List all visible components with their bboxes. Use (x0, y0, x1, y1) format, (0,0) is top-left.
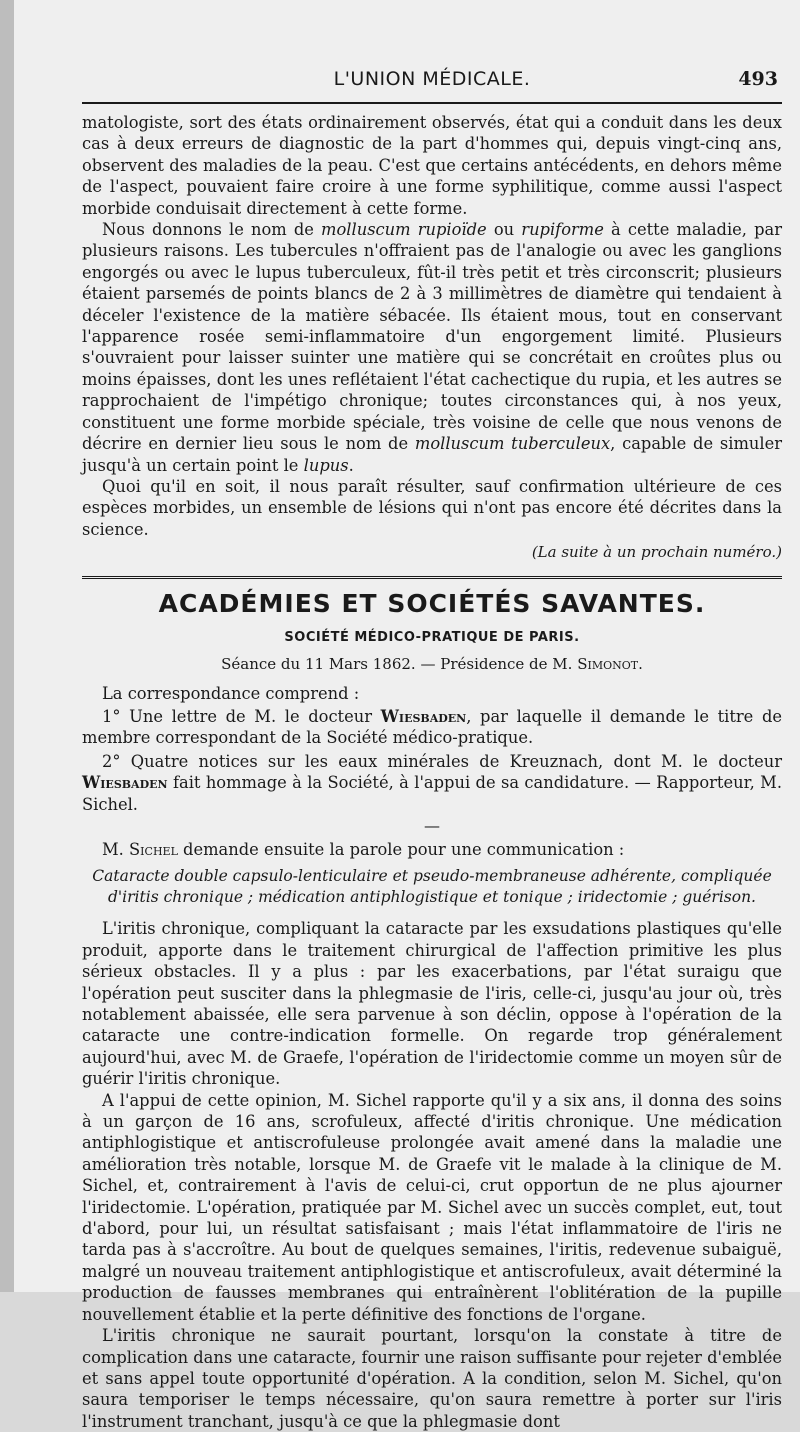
correspondence-intro: La correspondance comprend : (102, 683, 360, 703)
communication-intro (82, 839, 782, 860)
society-name: SOCIÉTÉ MÉDICO-PRATIQUE DE PARIS. (284, 629, 580, 645)
text-run: 1° Une lettre de M. le docteur (102, 706, 381, 726)
correspondence-item-2 (82, 751, 782, 815)
dash-separator: — (424, 815, 440, 835)
session-line (82, 655, 782, 673)
paragraph-operation: L'iritis chronique ne saurait pourtant, lorsqu'on la constate à titre de complication dans une cataracte, fournir une raison suffisante pour rejeter d'emblée et sans appel toute opportunité d'opération. A la condition, selon M. Sichel, qu'on saura temporiser le temps nécessaire, qu'on saura remettre à porter sur l'iris l'instrument tranchant, jusqu'à ce que la phlegmasie dont (82, 1326, 782, 1431)
doctor-name: Wiesbaden (82, 773, 168, 793)
paragraph-continuation: matologiste, sort des états ordinairement observés, état qui a conduit dans les deux cas à deux erreurs de diagnostic de la part d'hommes qui, depuis vingt-cinq ans, observent des maladies de la peau. C'est que certains antécédents, en dehors même de l'aspect, pouvaient faire croire à une forme syphilitique, comme aussi l'aspect morbide conduisait directement à cette forme. (82, 113, 782, 218)
text-run: , capable de simuler jusqu'à un certain point le (82, 434, 782, 475)
text-run: . (638, 654, 643, 673)
doctor-name: Wiesbaden (380, 706, 467, 726)
italic-term: lupus (303, 455, 349, 475)
article-title: Cataracte double capsulo-lenticulaire et pseudo-membraneuse adhérente, compliquée d'iritis chronique ; médication antiphlogistique et tonique ; iridectomie ; guérison. (92, 867, 772, 907)
text-run: . (348, 455, 354, 475)
paragraph-case: A l'appui de cette opinion, M. Sichel rapporte qu'il y a six ans, il donna des soins à un garçon de 16 ans, scrofuleux, affecté d'iritis chronique. Une médication antiphlogistique et antiscrofuleuse prolongée avait amené dans la maladie une amélioration très notable, lorsque M. de Graefe vit le malade à la clinique de M. Sichel, et, contrairement à l'avis de celui-ci, crut opportun de ne plus ajourner l'iridectomie. L'opération, pratiquée par M. Sichel avec un succès complet, eut, tout d'abord, pour lui, un résultat satisfaisant ; mais l'état inflammatoire de l'iris ne tarda pas à s'accroître. Au bout de quelques semaines, l'iritis, redevenue subaiguë, malgré un nouveau traitement antiphlogistique et antiscrofuleux, avait déterminé la production de fausses membranes qui entraînèrent l'oblitération de la pupille nouvellement établie et la perte définitive des fonctions de l'organe. (82, 1090, 782, 1324)
italic-term: molluscum rupioïde (321, 220, 487, 240)
paragraph-iritis: L'iritis chronique, compliquant la cataracte par les exsudations plastiques qu'elle produit, apporte dans le traitement chirurgical de l'affection primitive les plus sérieux obstacles. Il y a plus : par les exacerbations, par l'état suraigu que l'opération peut susciter dans la phlegmasie de l'iris, celle-ci, jusqu'au jour où, très notablement abaissée, elle sera parvenue à son déclin, oppose à l'opération de la cataracte une contre-indication formelle. On regarde trop généralement aujourd'hui, avec M. de Graefe, l'opération de l'iridectomie comme un moyen sûr de guérir l'iritis chronique. (82, 919, 782, 1089)
speaker-name: Sichel (129, 839, 178, 859)
paragraph-conclusion: Quoi qu'il en soit, il nous paraît résulter, sauf confirmation ultérieure de ces espèces morbides, un ensemble de lésions qui n'ont pas encore été décrites dans la science. (82, 476, 782, 539)
paragraph-molluscum (82, 219, 782, 476)
running-title: L'UNION MÉDICALE. (333, 68, 531, 90)
page-number: 493 (738, 68, 778, 90)
text-run: M. (102, 839, 130, 859)
text-run: 2° Quatre notices sur les eaux minérales de Kreuznach, dont M. le docteur (102, 751, 782, 771)
text-run: Séance du 11 Mars 1862. — Présidence de M. (221, 654, 578, 673)
section-title: ACADÉMIES ET SOCIÉTÉS SAVANTES. (158, 588, 706, 618)
text-run: fait hommage à la Société, à l'appui de sa candidature. — Rapporteur, M. Sichel. (82, 773, 782, 814)
header-rule (82, 102, 782, 104)
italic-term: molluscum tuberculeux (414, 434, 611, 454)
italic-term: rupiforme (521, 220, 604, 240)
text-run: demande ensuite la parole pour une communication : (177, 839, 625, 859)
correspondence-item-1 (82, 706, 782, 749)
president-name: Simonot (577, 654, 639, 673)
text-run: ou (486, 220, 522, 240)
page-header (82, 62, 782, 96)
binding-gutter (0, 0, 14, 1292)
to-be-continued: (La suite à un prochain numéro.) (531, 543, 782, 562)
text-run: Nous donnons le nom de (102, 220, 322, 240)
page-content (82, 62, 782, 1432)
section-rule (82, 576, 782, 579)
text-run: à cette maladie, par plusieurs raisons. Les tubercules n'offraient pas de l'analogie ou avec les ganglions engorgés ou avec le lupus tuberculeux, fût-il très petit et très circonscrit; plusieurs étaient parsemés de points blancs de 2 à 3 millimètres de diamètre qui tendaient à déceler l'existence de la matière sébacée. Ils étaient mous, tout en conservant l'apparence rosée semi-inflammatoire d'un engorgement limité. Plusieurs s'ouvraient pour laisser suinter une matière qui se concrétait en croûtes plus ou moins épaisses, dont les unes reflétaient l'état cachectique du rupia, et les autres se rapprochaient de l'impétigo chronique; toutes circonstances qui, à nos yeux, constituent une forme morbide spéciale, très voisine de celle que nous venons de décrire en dernier lieu sous le nom de (82, 220, 783, 454)
journal-page (14, 0, 800, 1431)
text-run: , par laquelle il demande le titre de membre correspondant de la Société médico-pratique. (82, 706, 782, 748)
